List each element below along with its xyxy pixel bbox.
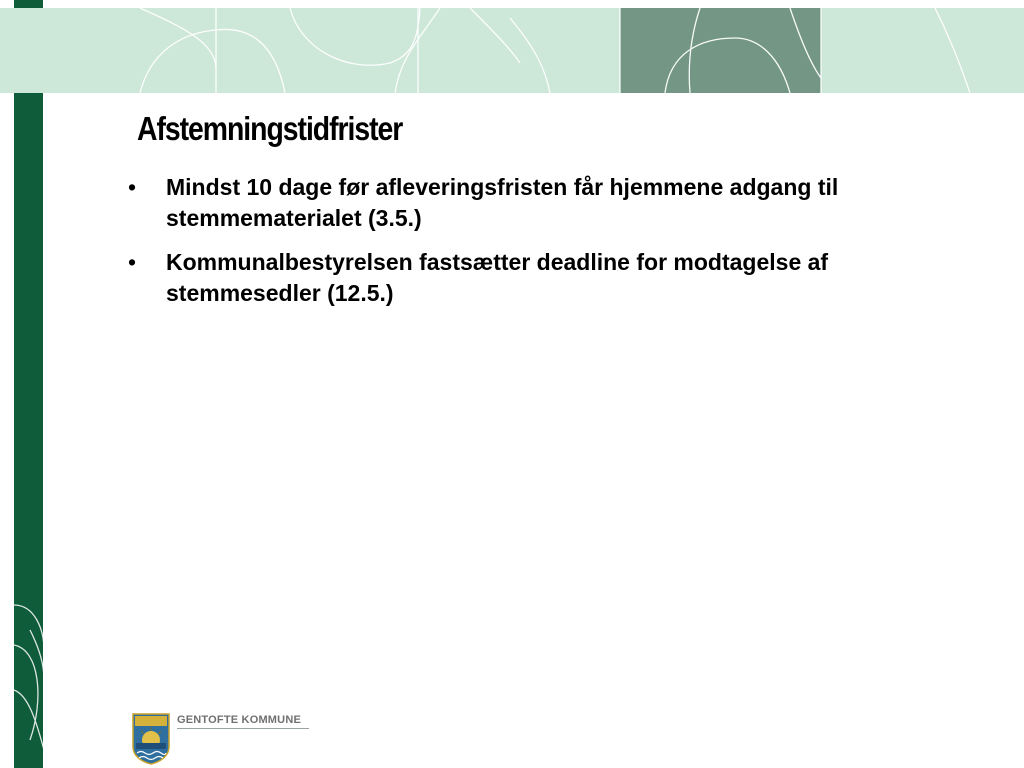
slide-title: Afstemningstidfrister [137, 110, 403, 147]
band-arc-decoration [0, 590, 44, 768]
organization-name: GENTOFTE KOMMUNE [177, 714, 301, 726]
bullet-marker: • [128, 249, 137, 275]
bullet-item [128, 247, 908, 309]
bullet-item [128, 172, 908, 234]
bullet-list [128, 172, 908, 322]
bullet-text: Mindst 10 dage før afleveringsfristen får hjemmene adgang til stemmematerialet (3.5.) [166, 174, 839, 231]
header-banner [0, 8, 1024, 93]
organization-underline [177, 728, 309, 729]
municipal-crest-icon [132, 713, 170, 765]
bullet-marker: • [128, 174, 137, 200]
bullet-text: Kommunalbestyrelsen fastsætter deadline for modtagelse af stemmesedler (12.5.) [166, 249, 829, 306]
